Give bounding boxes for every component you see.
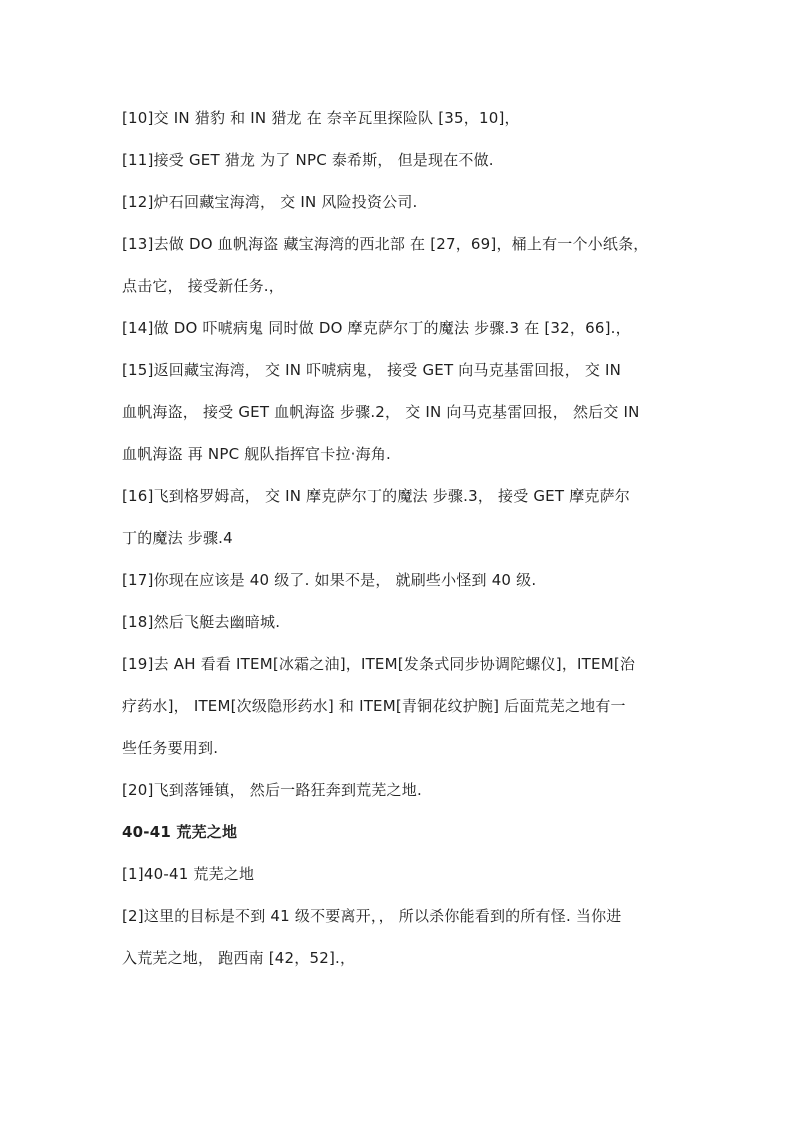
text-line: [13]去做 DO 血帆海盗 藏宝海湾的西北部 在 [27，69]，桶上有一个小纸条，	[122, 235, 649, 253]
text-line: [18]然后飞艇去幽暗城.	[122, 613, 281, 631]
text-line: [1]40-41 荒芜之地	[122, 865, 255, 883]
text-line: 丁的魔法 步骤.4	[122, 529, 233, 547]
text-line: [16]飞到格罗姆高， 交 IN 摩克萨尔丁的魔法 步骤.3， 接受 GET 摩克萨尔	[122, 487, 630, 505]
text-line: [14]做 DO 吓唬病鬼 同时做 DO 摩克萨尔丁的魔法 步骤.3 在 [32，66].，	[122, 319, 631, 337]
text-line: [11]接受 GET 猎龙 为了 NPC 泰希斯， 但是现在不做.	[122, 151, 494, 169]
text-line: [2]这里的目标是不到 41 级不要离开，， 所以杀你能看到的所有怪. 当你进	[122, 907, 622, 925]
section-heading: 40-41 荒芜之地	[122, 823, 238, 841]
text-line: [12]炉石回藏宝海湾， 交 IN 风险投资公司.	[122, 193, 418, 211]
text-line: [17]你现在应该是 40 级了. 如果不是， 就刷些小怪到 40 级.	[122, 571, 537, 589]
text-line: [19]去 AH 看看 ITEM[冰霜之油]，ITEM[发条式同步协调陀螺仪]，ITEM[治	[122, 655, 636, 673]
text-line: 血帆海盗， 接受 GET 血帆海盗 步骤.2， 交 IN 向马克基雷回报， 然后交 IN	[122, 403, 640, 421]
text-line: [10]交 IN 猎豹 和 IN 猎龙 在 奈辛瓦里探险队 [35，10]，	[122, 109, 520, 127]
text-line: 些任务要用到.	[122, 739, 219, 757]
text-line: 疗药水]， ITEM[次级隐形药水] 和 ITEM[青铜花纹护腕] 后面荒芜之地有一	[122, 697, 626, 715]
text-line: [20]飞到落锤镇， 然后一路狂奔到荒芜之地.	[122, 781, 422, 799]
text-line: 入荒芜之地， 跑西南 [42，52].，	[122, 949, 356, 967]
text-line: 血帆海盗 再 NPC 舰队指挥官卡拉·海角.	[122, 445, 391, 463]
text-line: 点击它， 接受新任务.，	[122, 277, 284, 295]
text-line: [15]返回藏宝海湾， 交 IN 吓唬病鬼， 接受 GET 向马克基雷回报， 交 IN	[122, 361, 622, 379]
